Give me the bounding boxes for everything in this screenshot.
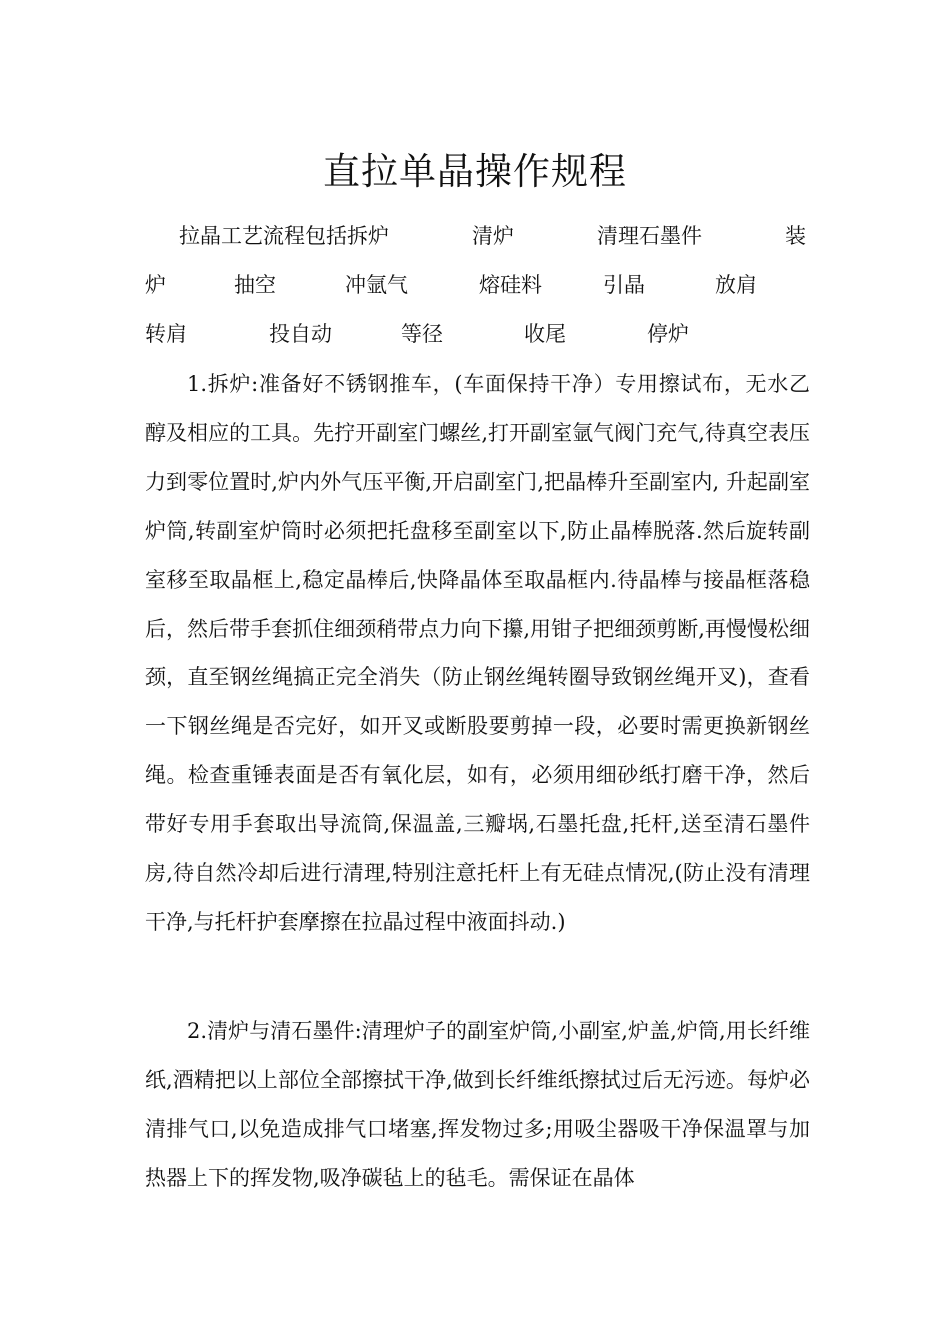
flow-step: 投自动 (269, 322, 332, 346)
flow-step: 熔硅料 (479, 273, 542, 297)
flow-step: 放肩 (715, 273, 757, 297)
flow-step: 炉 (145, 273, 166, 297)
flow-step: 等径 (401, 322, 443, 346)
flow-step: 抽空 (234, 273, 276, 297)
process-flow-line-3 (145, 319, 810, 349)
paragraph-dismantle-furnace: 1.拆炉:准备好不锈钢推车，(车面保持干净）专用擦试布，无水乙醇及相应的工具。先拧开副室门螺丝,打开副室氩气阀门充气,待真空表压力到零位置时,炉内外气压平衡,开启副室门,把晶棒升至副室内, 升起副室炉筒,转副室炉筒时必须把托盘移至副室以下,防止晶棒脱落.然后旋转副室移至取晶框上,稳定晶棒后,快降晶体至取晶框内.待晶棒与接晶框落稳后，然后带手套抓住细颈稍带点力向下攥,用钳子把细颈剪断,再慢慢松细颈，直至钢丝绳搞正完全消失（防止钢丝绳转圈导致钢丝绳开叉)，查看一下钢丝绳是否完好，如开叉或断股要剪掉一段，必要时需更换新钢丝绳。检查重锤表面是否有氧化层，如有，必须用细砂纸打磨干净，然后带好专用手套取出导流筒,保温盖,三瓣埚,石墨托盘,托杆,送至清石墨件房,待自然冷却后进行清理,特别注意托杆上有无硅点情况,(防止没有清理干净,与托杆护套摩擦在拉晶过程中液面抖动.) (145, 372, 810, 934)
flow-intro: 拉晶工艺流程包括拆炉 (179, 224, 389, 248)
process-flow-line-2 (145, 270, 810, 300)
flow-step: 停炉 (647, 322, 689, 346)
flow-step: 清炉 (472, 224, 514, 248)
document-title: 直拉单晶操作规程 (323, 150, 627, 193)
flow-step: 清理石墨件 (597, 224, 702, 248)
flow-step: 引晶 (603, 273, 645, 297)
flow-step: 装 (785, 224, 806, 248)
flow-step: 收尾 (524, 322, 566, 346)
flow-step: 转肩 (145, 322, 187, 346)
paragraph-clean-furnace: 2.清炉与清石墨件:清理炉子的副室炉筒,小副室,炉盖,炉筒,用长纤维纸,酒精把以上部位全部擦拭干净,做到长纤维纸擦拭过后无污迹。每炉必清排气口,以免造成排气口堵塞,挥发物过多;用吸尘器吸干净保温罩与加热器上下的挥发物,吸净碳毡上的毡毛。需保证在晶体 (145, 1019, 810, 1190)
process-flow-line-1 (145, 221, 810, 251)
flow-step: 冲氩气 (345, 273, 408, 297)
